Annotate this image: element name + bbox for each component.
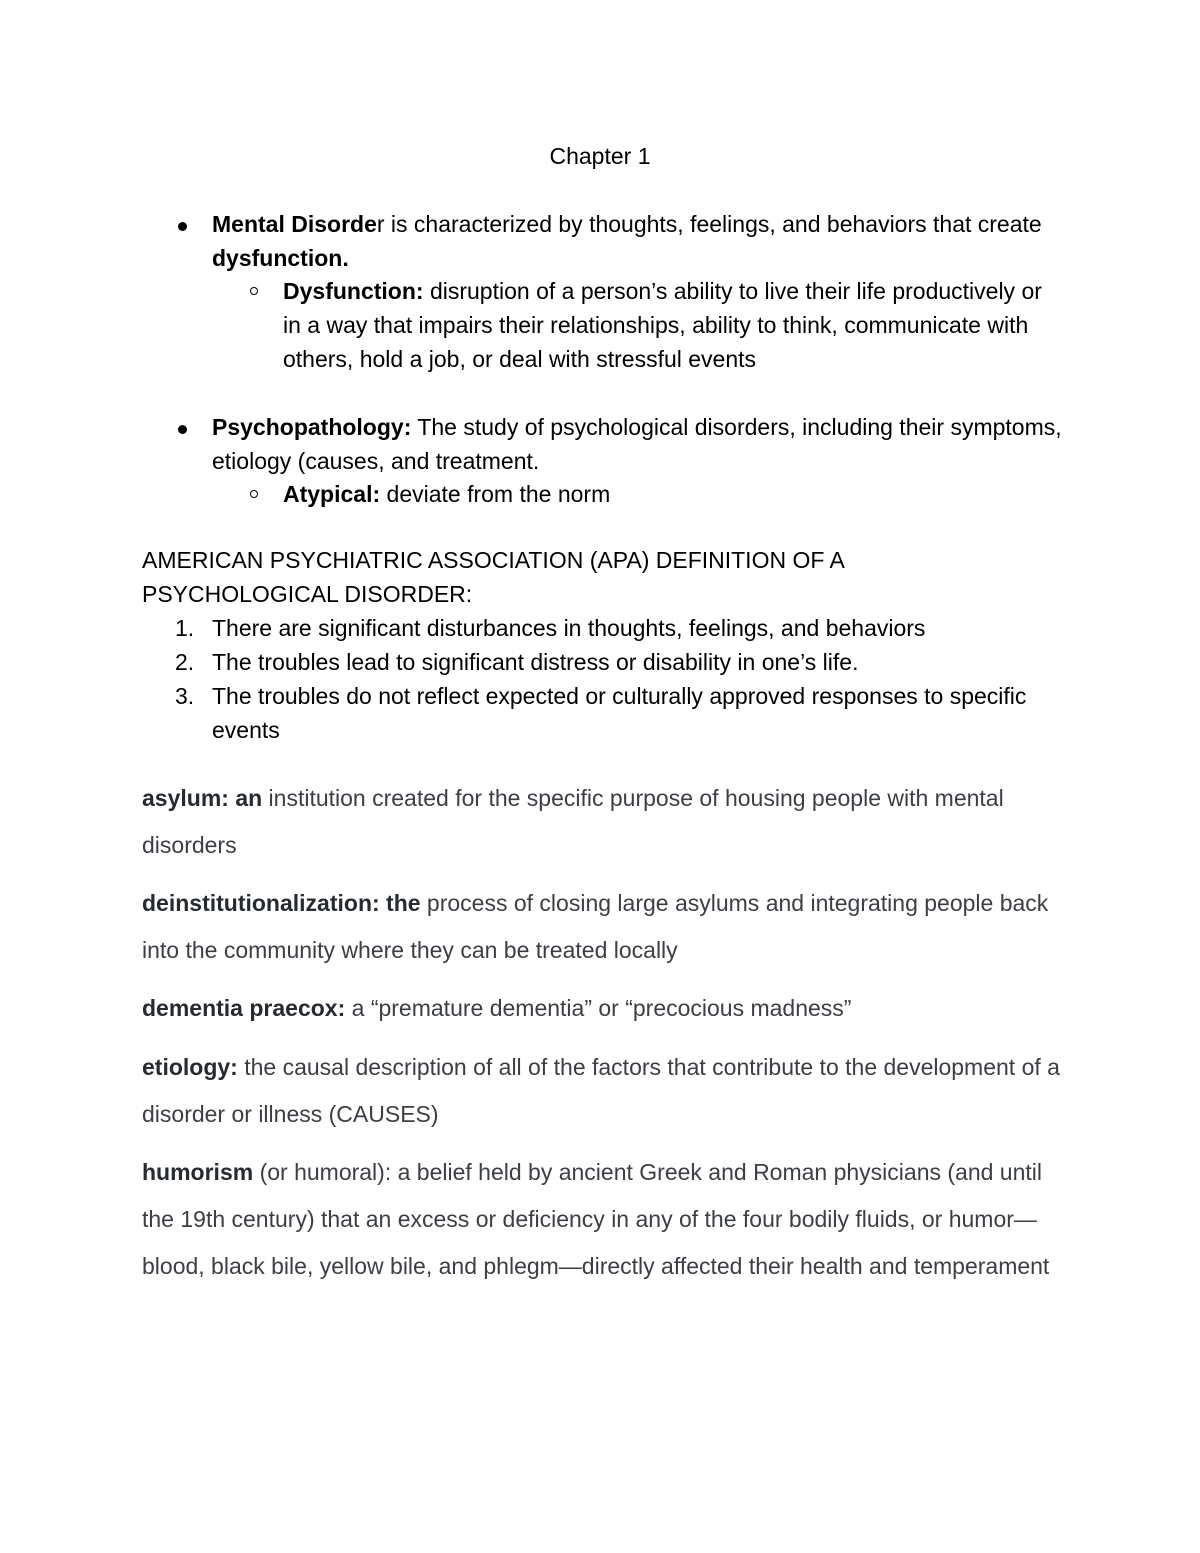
glossary-definition: institution created for the specific purpose of housing people with mental disorders: [142, 785, 1004, 858]
glossary-term: dementia praecox:: [142, 995, 346, 1021]
term-dysfunction: dysfunction.: [212, 245, 349, 271]
page-title: Chapter 1: [549, 143, 651, 169]
term-atypical: Atypical:: [283, 481, 381, 507]
subbullet-atypical: [283, 477, 1063, 511]
apa-heading: AMERICAN PSYCHIATRIC ASSOCIATION (APA) DEFINITION OF A PSYCHOLOGICAL DISORDER:: [142, 547, 844, 607]
glossary-term: asylum: an: [142, 785, 263, 811]
hollow-bullet-marker: [250, 287, 258, 295]
glossary-dementia-praecox: [142, 985, 1072, 1032]
glossary-asylum: [142, 775, 1072, 869]
glossary-definition: the causal description of all of the factors that contribute to the development of a disorder or illness (CAUSES): [142, 1054, 1060, 1127]
glossary-definition: process of closing large asylums and integrating people back into the community where they can be treated locally: [142, 890, 1049, 963]
glossary-definition: (or humoral): a belief held by ancient Greek and Roman physicians (and until the 19th century) that an excess or deficiency in any of the four bodily fluids, or humor—blood, black bile, yellow bile, and phlegm—directly affected their health and temperament: [142, 1159, 1050, 1279]
hollow-bullet-marker: [250, 490, 258, 498]
list-item-text: The troubles lead to significant distress or disability in one’s life.: [212, 649, 859, 675]
bullet-text: The study of psychological disorders, including their symptoms, etiology (causes, and treatment.: [212, 414, 1062, 474]
list-item-text: There are significant disturbances in thoughts, feelings, and behaviors: [212, 615, 926, 641]
list-number: 3.: [175, 683, 195, 709]
list-number: 1.: [175, 615, 195, 641]
glossary-etiology: [142, 1044, 1072, 1138]
apa-item-1: [175, 611, 1072, 645]
glossary-term: humorism: [142, 1159, 254, 1185]
bullet-psychopathology: [212, 410, 1092, 478]
term-mental-disorder: Mental Disorde: [212, 211, 377, 237]
glossary-deinstitutionalization: [142, 880, 1072, 974]
bullet-marker: [178, 222, 187, 231]
list-number: 2.: [175, 649, 195, 675]
bullet-marker: [178, 425, 187, 434]
glossary-term: etiology:: [142, 1054, 238, 1080]
term-psychopathology: Psychopathology:: [212, 414, 412, 440]
bullet-mental-disorder: [212, 207, 1092, 275]
subbullet-text: disruption of a person’s ability to live their life productively or in a way that impairs their relationships, ability to think, communicate with others, hold a job, or deal with stressful events: [283, 278, 1042, 372]
subbullet-text: deviate from the norm: [380, 481, 611, 507]
subbullet-dysfunction: [283, 274, 1063, 376]
list-item-text: The troubles do not reflect expected or culturally approved responses to specific events: [212, 683, 1027, 743]
glossary-humorism: [142, 1149, 1072, 1290]
glossary-term: deinstitutionalization: the: [142, 890, 421, 916]
apa-item-2: [175, 645, 1072, 679]
glossary-definition: a “premature dementia” or “precocious madness”: [345, 995, 852, 1021]
bullet-text: r is characterized by thoughts, feelings, and behaviors that create: [376, 211, 1042, 237]
term-dysfunction-def: Dysfunction:: [283, 278, 424, 304]
apa-item-3: [175, 679, 1072, 747]
